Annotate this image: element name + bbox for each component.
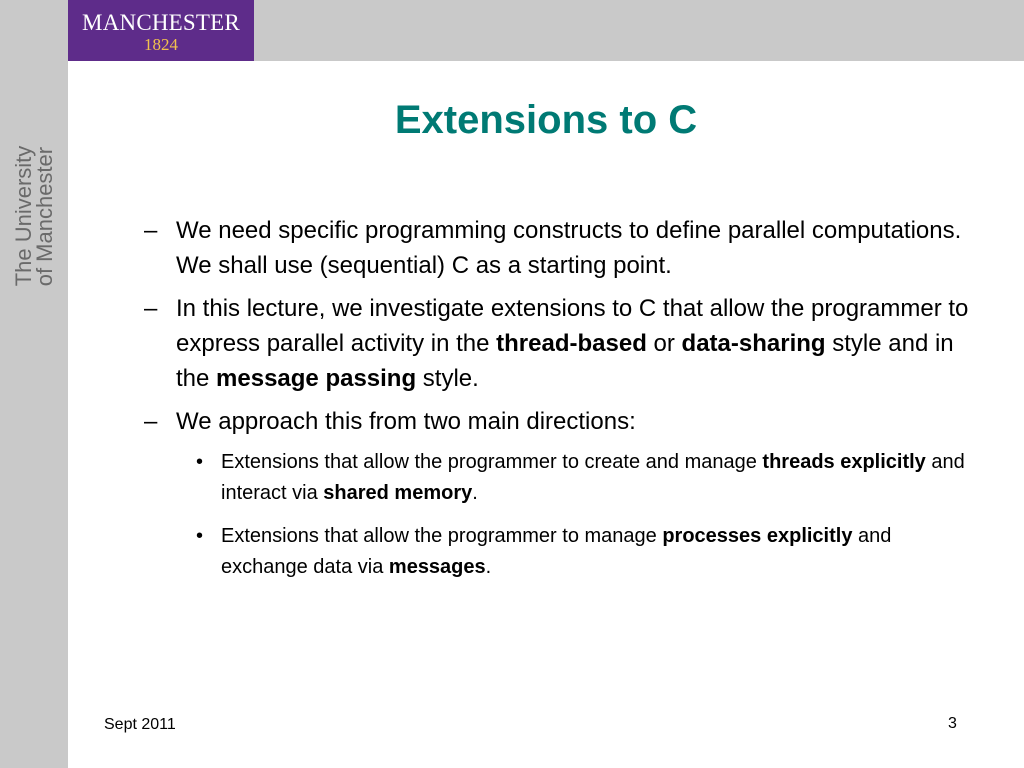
emphasis-processes-explicitly: processes explicitly (662, 525, 853, 547)
logo-wordmark: MANCHESTER (82, 10, 240, 35)
dash-marker: – (144, 295, 158, 322)
slide-body (140, 213, 980, 595)
page-number: 3 (948, 715, 957, 732)
bullet-text: We need specific programming constructs to define parallel computations. We shall use (sequential) C as a starting point. (176, 217, 962, 279)
text-run: and interact via (221, 451, 965, 504)
text-run: . (472, 482, 478, 504)
text-run: Extensions that allow the programmer to manage (221, 525, 663, 547)
emphasis-thread-based: thread-based (496, 330, 647, 357)
footer-date: Sept 2011 (104, 716, 176, 733)
emphasis-threads-explicitly: threads explicitly (762, 451, 926, 473)
slide-title: Extensions to C (394, 98, 698, 142)
text-run: . (485, 556, 492, 578)
bullet-item (140, 291, 980, 396)
university-name-vertical (13, 146, 55, 287)
emphasis-shared-memory: shared memory (323, 482, 473, 504)
text-run: In this lecture, we investigate extensions to C that allow the programmer to express parallel activity in the (176, 295, 969, 357)
university-logo (68, 0, 254, 61)
emphasis-message-passing: message passing (216, 365, 417, 392)
bullet-item (140, 404, 980, 439)
university-name-line2: of Manchester (32, 146, 57, 287)
dash-marker: – (144, 217, 158, 244)
bullet-text (176, 295, 968, 392)
text-run: style and in the (176, 330, 954, 392)
bullet-dot-marker: • (196, 525, 204, 547)
dash-marker: – (144, 408, 158, 435)
bullet-text: We approach this from two main directions: (176, 408, 636, 435)
logo-year: 1824 (144, 35, 178, 54)
sub-bullet-text (221, 451, 965, 504)
bullet-dot-marker: • (196, 451, 204, 473)
sub-bullet-item (140, 521, 980, 583)
sub-bullet-item (140, 447, 980, 509)
text-run: and exchange data via (221, 525, 892, 578)
emphasis-messages: messages (388, 556, 486, 578)
bullet-item (140, 213, 980, 283)
text-run: style. (416, 365, 479, 392)
sub-bullet-text (221, 525, 891, 578)
text-run: Extensions that allow the programmer to create and manage (221, 451, 763, 473)
university-name-line1: The University (11, 145, 36, 287)
emphasis-data-sharing: data-sharing (681, 330, 826, 357)
text-run: or (646, 330, 682, 357)
